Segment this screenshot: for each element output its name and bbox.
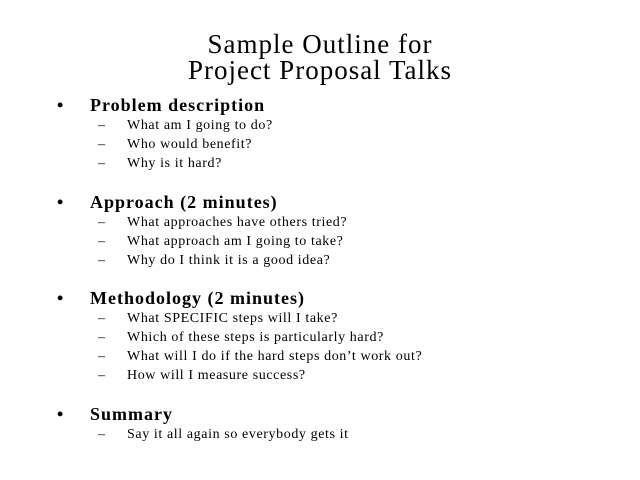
list-item-text: Why is it hard? (127, 156, 222, 171)
dash-icon: – (98, 234, 105, 249)
bullet-icon: • (57, 192, 64, 212)
section-methodology (0, 287, 640, 385)
section-heading: Methodology (2 minutes) (90, 288, 305, 308)
section-heading-row (0, 94, 640, 116)
section-heading: Problem description (90, 95, 266, 115)
list-item-text: What approach am I going to take? (127, 234, 344, 249)
list-item (0, 213, 640, 232)
dash-icon: – (98, 330, 105, 345)
bullet-icon: • (57, 95, 64, 115)
list-item-text: How will I measure success? (127, 368, 306, 383)
slide-title-line-2: Project Proposal Talks (187, 55, 453, 85)
list-item-text: Which of these steps is particularly hard? (127, 330, 384, 345)
list-item-text: What will I do if the hard steps don’t work out? (127, 349, 423, 364)
dash-icon: – (98, 311, 105, 326)
list-item-text: What approaches have others tried? (127, 215, 348, 230)
list-item (0, 116, 640, 135)
section-heading: Approach (2 minutes) (90, 192, 278, 212)
dash-icon: – (98, 253, 105, 268)
section-heading-row (0, 191, 640, 213)
list-item (0, 425, 640, 444)
list-item-text: Say it all again so everybody gets it (127, 427, 349, 442)
dash-icon: – (98, 349, 105, 364)
section-summary (0, 403, 640, 444)
dash-icon: – (98, 427, 105, 442)
bullet-icon: • (57, 288, 64, 308)
list-item (0, 135, 640, 154)
dash-icon: – (98, 118, 105, 133)
dash-icon: – (98, 215, 105, 230)
list-item-text: Why do I think it is a good idea? (127, 253, 331, 268)
section-heading: Summary (90, 404, 173, 424)
dash-icon: – (98, 156, 105, 171)
list-item-text: What am I going to do? (127, 118, 273, 133)
list-item (0, 251, 640, 270)
dash-icon: – (98, 368, 105, 383)
list-item (0, 328, 640, 347)
list-item-text: What SPECIFIC steps will I take? (127, 311, 338, 326)
section-heading-row (0, 287, 640, 309)
list-item (0, 366, 640, 385)
section-heading-row (0, 403, 640, 425)
list-item-text: Who would benefit? (127, 137, 253, 152)
bullet-icon: • (57, 404, 64, 424)
section-problem-description (0, 94, 640, 173)
list-item (0, 347, 640, 366)
section-approach (0, 191, 640, 270)
list-item (0, 154, 640, 173)
slide-title-line-1: Sample Outline for (207, 29, 433, 59)
dash-icon: – (98, 137, 105, 152)
list-item (0, 232, 640, 251)
list-item (0, 309, 640, 328)
